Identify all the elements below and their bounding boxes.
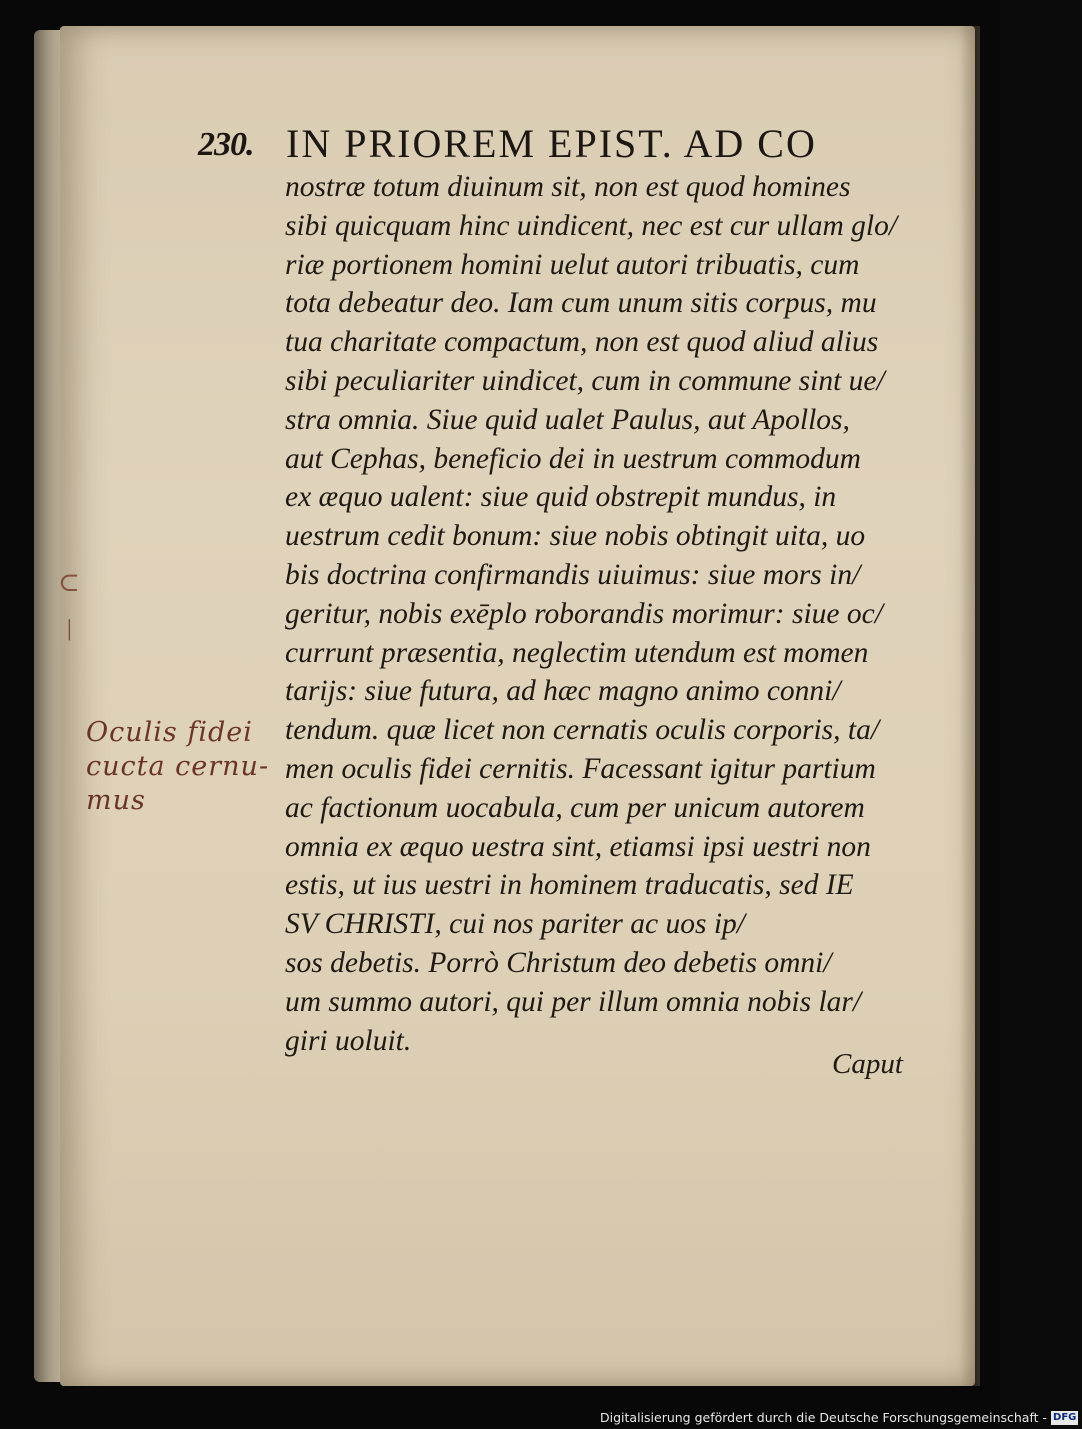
- text-line: sos debetis. Porrò Christum deo debetis omni/: [285, 946, 832, 979]
- text-line: bis doctrina confirmandis uiuimus: siue mors in/: [285, 558, 861, 591]
- margin-ink-mark: ⊂: [58, 568, 80, 598]
- running-head: [198, 120, 918, 164]
- text-line: sibi peculiariter uindicet, cum in commune sint ue/: [285, 364, 885, 397]
- text-line: riæ portionem homini uelut autori tribuatis, cum: [285, 248, 860, 281]
- running-title: IN PRIOREM EPIST. AD CO: [286, 121, 817, 166]
- text-line: estis, ut ius uestri in hominem traducatis, sed IE: [285, 869, 854, 902]
- text-line: uestrum cedit bonum: siue nobis obtingit uita, uo: [285, 520, 866, 553]
- text-line: stra omnia. Siue quid ualet Paulus, aut Apollos,: [285, 403, 850, 436]
- text-line: SV CHRISTI, cui nos pariter ac uos ip/: [285, 908, 745, 941]
- margin-ink-mark: │: [64, 620, 75, 641]
- marginalia-line: Oculis fidei: [86, 717, 253, 748]
- text-line: men oculis fidei cernitis. Facessant igitur partium: [285, 752, 876, 785]
- text-line: tua charitate compactum, non est quod aliud alius: [285, 326, 879, 359]
- handwritten-marginalia: [86, 716, 276, 818]
- page-gutter-shadow: [960, 26, 980, 1386]
- text-line: currunt præsentia, neglectim utendum est momen: [285, 636, 869, 669]
- body-text: [285, 168, 925, 1060]
- text-line: aut Cephas, beneficio dei in uestrum commodum: [285, 442, 861, 475]
- text-line: sibi quicquam hinc uindicent, nec est cur ullam glo/: [285, 209, 898, 242]
- dfg-logo: DFG: [1053, 1411, 1077, 1423]
- digitization-credit: [600, 1406, 1077, 1428]
- text-line: nostræ totum diuinum sit, non est quod homines: [285, 171, 851, 203]
- text-line: tendum. quæ licet non cernatis oculis corporis, ta/: [285, 714, 880, 747]
- page-number: 230.: [198, 126, 254, 163]
- text-line: ac factionum uocabula, cum per unicum autorem: [285, 791, 865, 824]
- text-line: ex æquo ualent: siue quid obstrepit mundus, in: [285, 481, 837, 514]
- catchword: Caput: [832, 1048, 903, 1080]
- text-line: omnia ex æquo uestra sint, etiamsi ipsi uestri non: [285, 830, 871, 863]
- text-line: tarijs: siue futura, ad hæc magno animo conni/: [285, 675, 841, 708]
- text-line: um summo autori, qui per illum omnia nobis lar/: [285, 985, 862, 1018]
- marginalia-line: cucta cernu-: [86, 751, 270, 782]
- text-line: geritur, nobis exēplo roborandis morimur: siue oc/: [285, 597, 883, 630]
- text-line: giri uoluit.: [285, 1024, 412, 1057]
- text-line: tota debeatur deo. Iam cum unum sitis corpus, mu: [285, 287, 877, 320]
- credit-text: Digitalisierung gefördert durch die Deutsche Forschungsgemeinschaft -: [600, 1409, 1048, 1425]
- marginalia-line: mus: [86, 785, 146, 816]
